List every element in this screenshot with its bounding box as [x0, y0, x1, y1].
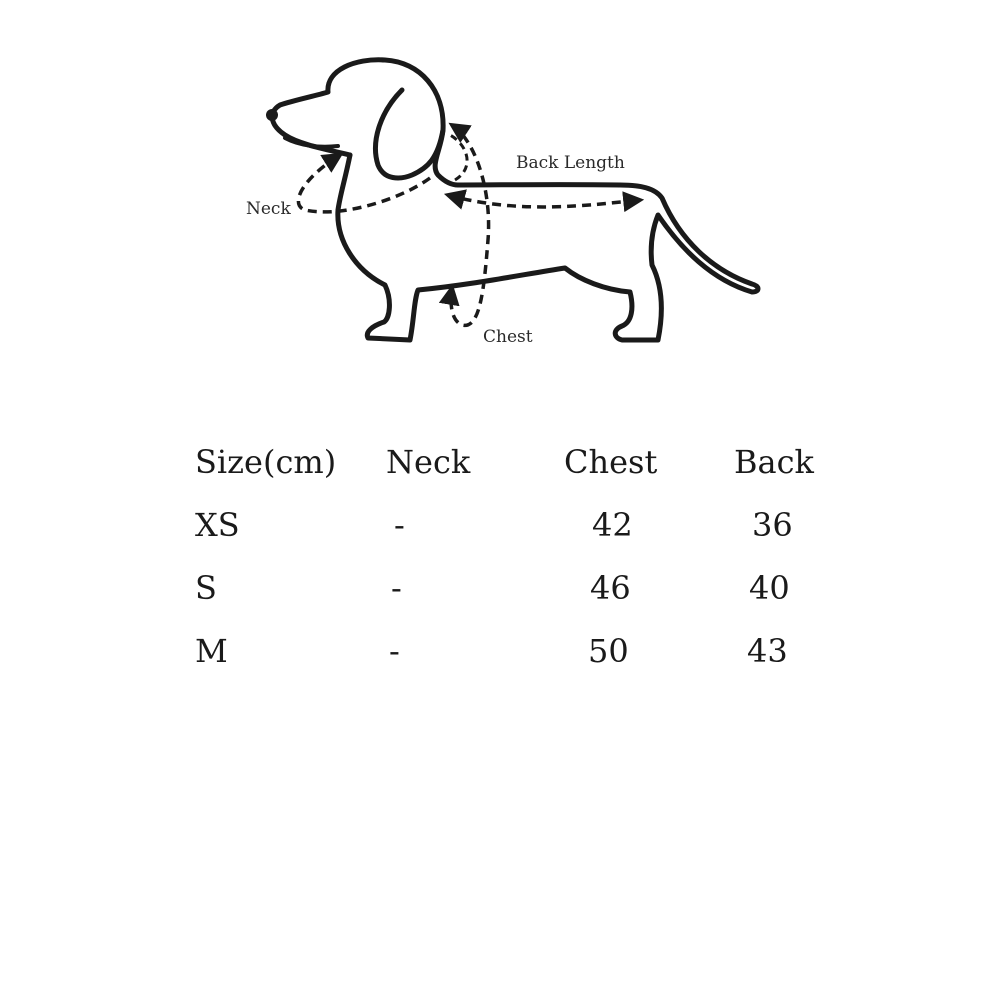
- header-size: Size(cm): [195, 443, 337, 481]
- chest-measure-line: [451, 125, 489, 325]
- row-s-neck: -: [391, 569, 402, 607]
- back-length-label: Back Length: [516, 153, 625, 173]
- dog-measurement-diagram: [0, 0, 1000, 380]
- dog-head-outline: [272, 60, 458, 185]
- dog-outline-illustration: [0, 0, 1000, 380]
- header-back: Back: [734, 443, 814, 481]
- header-neck: Neck: [386, 443, 471, 481]
- row-m-chest: 50: [588, 632, 629, 670]
- row-xs-chest: 42: [592, 506, 633, 544]
- row-xs-size: XS: [195, 506, 240, 544]
- row-xs-back: 36: [752, 506, 793, 544]
- chest-label: Chest: [483, 327, 533, 347]
- chest-upper-measure-line: [450, 135, 467, 180]
- row-xs-neck: -: [394, 506, 405, 544]
- row-m-back: 43: [747, 632, 788, 670]
- row-s-back: 40: [749, 569, 790, 607]
- row-m-neck: -: [389, 632, 400, 670]
- dog-body-outline: [338, 155, 758, 340]
- row-s-chest: 46: [590, 569, 631, 607]
- row-m-size: M: [195, 632, 228, 670]
- neck-label: Neck: [246, 199, 291, 219]
- back-length-measure-line: [448, 195, 640, 207]
- dog-nose: [266, 109, 278, 121]
- neck-measure-line: [298, 155, 430, 212]
- row-s-size: S: [195, 569, 217, 607]
- header-chest: Chest: [564, 443, 658, 481]
